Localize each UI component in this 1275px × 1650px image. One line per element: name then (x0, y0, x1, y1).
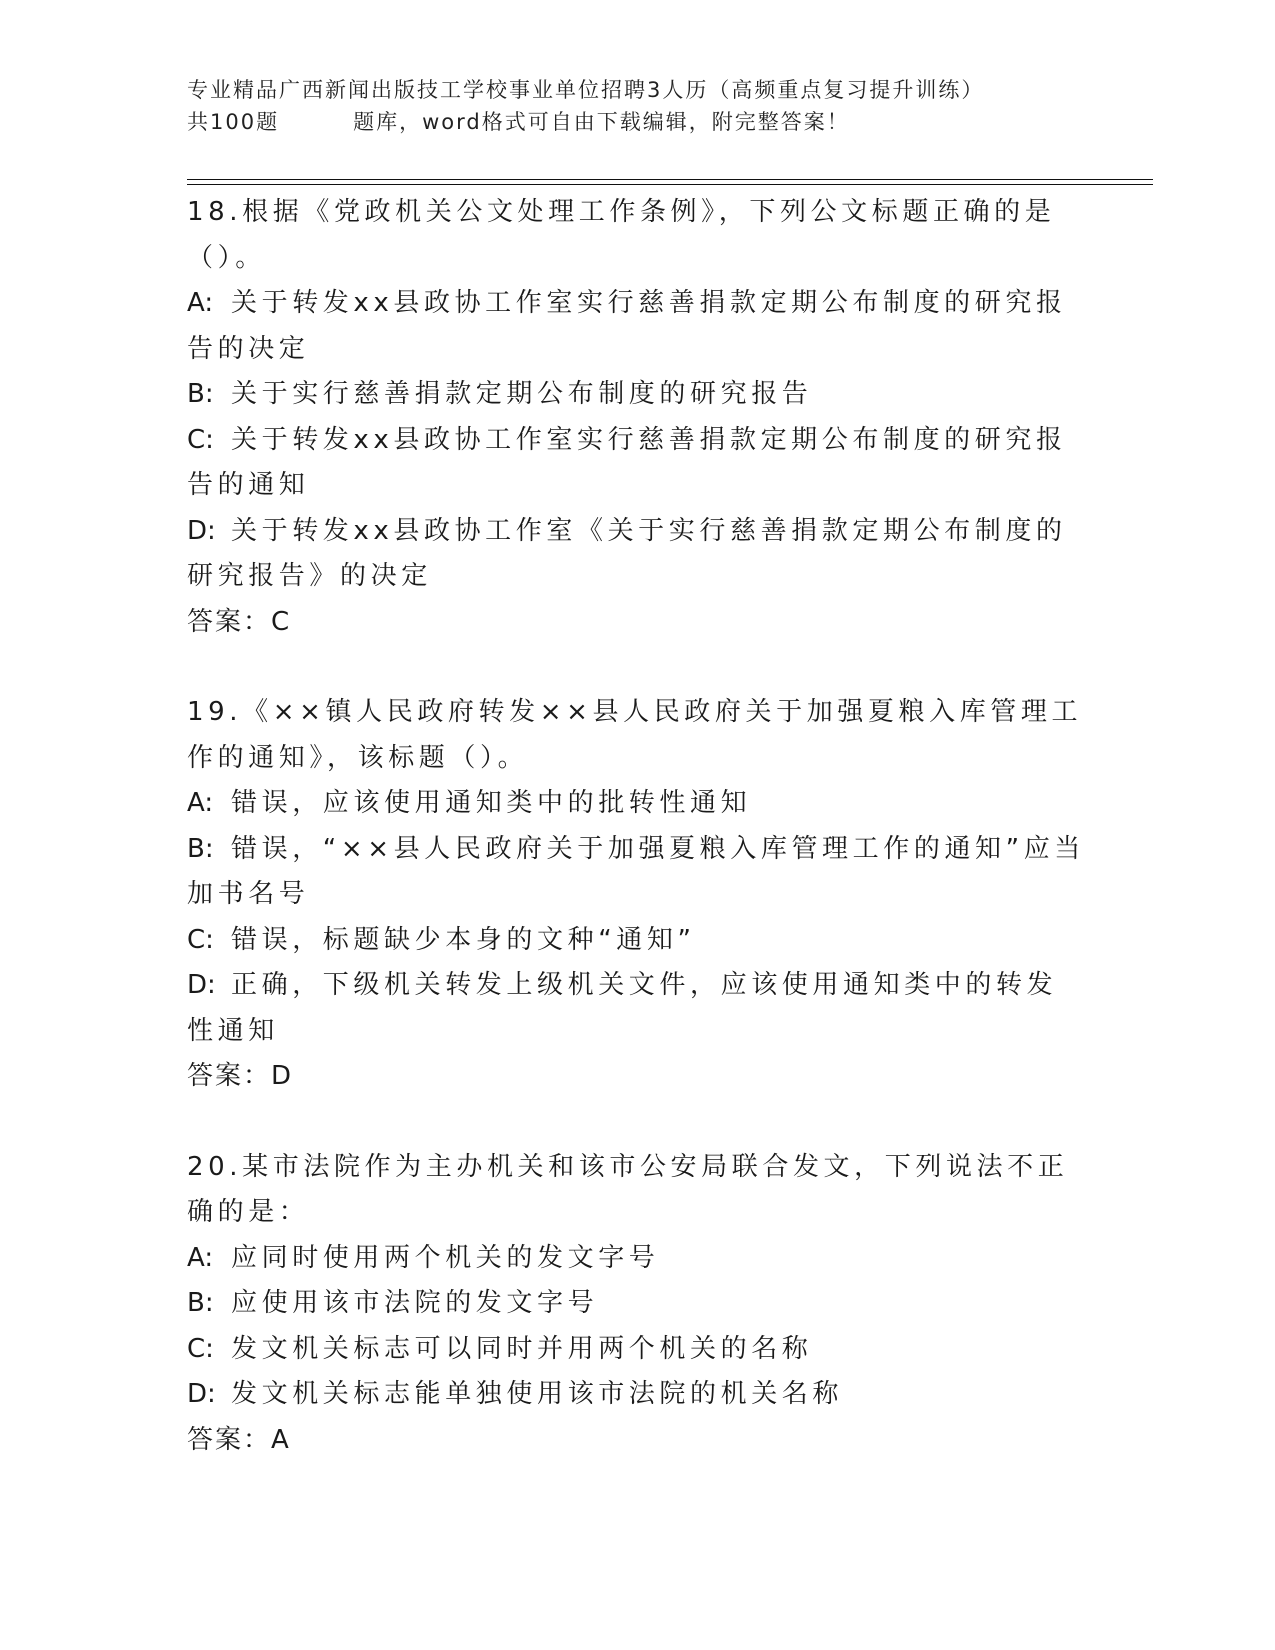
answer-label: 答案：D (187, 1061, 294, 1091)
header-subtitle (187, 106, 1087, 138)
option-letter: A: (187, 288, 214, 318)
header-title: 专业精品广西新闻出版技工学校事业单位招聘3人历（高频重点复习提升训练） (187, 78, 985, 102)
option-b (187, 1281, 1087, 1327)
option-d (187, 1372, 1087, 1418)
option-letter: A: (187, 788, 214, 818)
option-letter: D: (187, 1379, 216, 1409)
option-text: 关于转发xx县政协工作室实行慈善捐款定期公布制度的研究报告的决定 (187, 288, 1067, 364)
option-text: 发文机关标志可以同时并用两个机关的名称 (231, 1333, 813, 1364)
question-18 (187, 190, 1087, 645)
option-letter: D: (187, 515, 216, 546)
header-rule-bottom (187, 184, 1153, 185)
option-letter: B: (187, 1288, 214, 1318)
option-text: 关于转发xx县政协工作室实行慈善捐款定期公布制度的研究报告的通知 (187, 424, 1067, 500)
option-a (187, 781, 1087, 827)
option-text: 发文机关标志能单独使用该市法院的机关名称 (231, 1379, 844, 1409)
header-rule-top (187, 179, 1153, 180)
question-20 (187, 1145, 1087, 1464)
option-a (187, 281, 1087, 372)
answer-label: 答案：A (187, 1424, 291, 1455)
answer-label: 答案：C (187, 606, 292, 637)
option-letter: B: (187, 833, 214, 864)
option-b (187, 827, 1087, 918)
header-description: 题库，word格式可自由下载编辑，附完整答案！ (353, 110, 850, 134)
option-letter: C: (187, 924, 214, 955)
option-text: 关于转发xx县政协工作室《关于实行慈善捐款定期公布制度的研究报告》的决定 (187, 515, 1067, 591)
option-c (187, 418, 1087, 509)
option-c (187, 918, 1087, 964)
question-stem: 20.某市法院作为主办机关和该市公安局联合发文，下列说法不正确的是： (187, 1151, 1069, 1227)
option-text: 错误，“××县人民政府关于加强夏粮入库管理工作的通知”应当加书名号 (187, 833, 1085, 909)
option-d (187, 509, 1087, 600)
option-text: 错误，应该使用通知类中的批转性通知 (231, 788, 752, 818)
option-c (187, 1327, 1087, 1373)
question-19 (187, 690, 1087, 1100)
option-text: 应同时使用两个机关的发文字号 (231, 1242, 660, 1273)
option-letter: A: (187, 1242, 214, 1273)
option-letter: C: (187, 1333, 214, 1364)
option-text: 正确，下级机关转发上级机关文件，应该使用通知类中的转发性通知 (187, 970, 1058, 1046)
option-b (187, 372, 1087, 418)
question-stem: 18.根据《党政机关公文处理工作条例》，下列公文标题正确的是（）。 (187, 197, 1056, 273)
option-letter: C: (187, 424, 214, 455)
header-question-count: 共100题 (187, 110, 280, 134)
option-a (187, 1236, 1087, 1282)
option-text: 错误，标题缺少本身的文种“通知” (231, 924, 696, 955)
option-letter: B: (187, 379, 214, 409)
option-d (187, 963, 1087, 1054)
question-stem: 19.《××镇人民政府转发××县人民政府关于加强夏粮入库管理工作的通知》，该标题（）。 (187, 697, 1083, 773)
document-header (187, 74, 1087, 138)
option-letter: D: (187, 970, 216, 1000)
question-list (187, 190, 1087, 1508)
option-text: 应使用该市法院的发文字号 (231, 1288, 599, 1318)
option-text: 关于实行慈善捐款定期公布制度的研究报告 (231, 379, 813, 409)
